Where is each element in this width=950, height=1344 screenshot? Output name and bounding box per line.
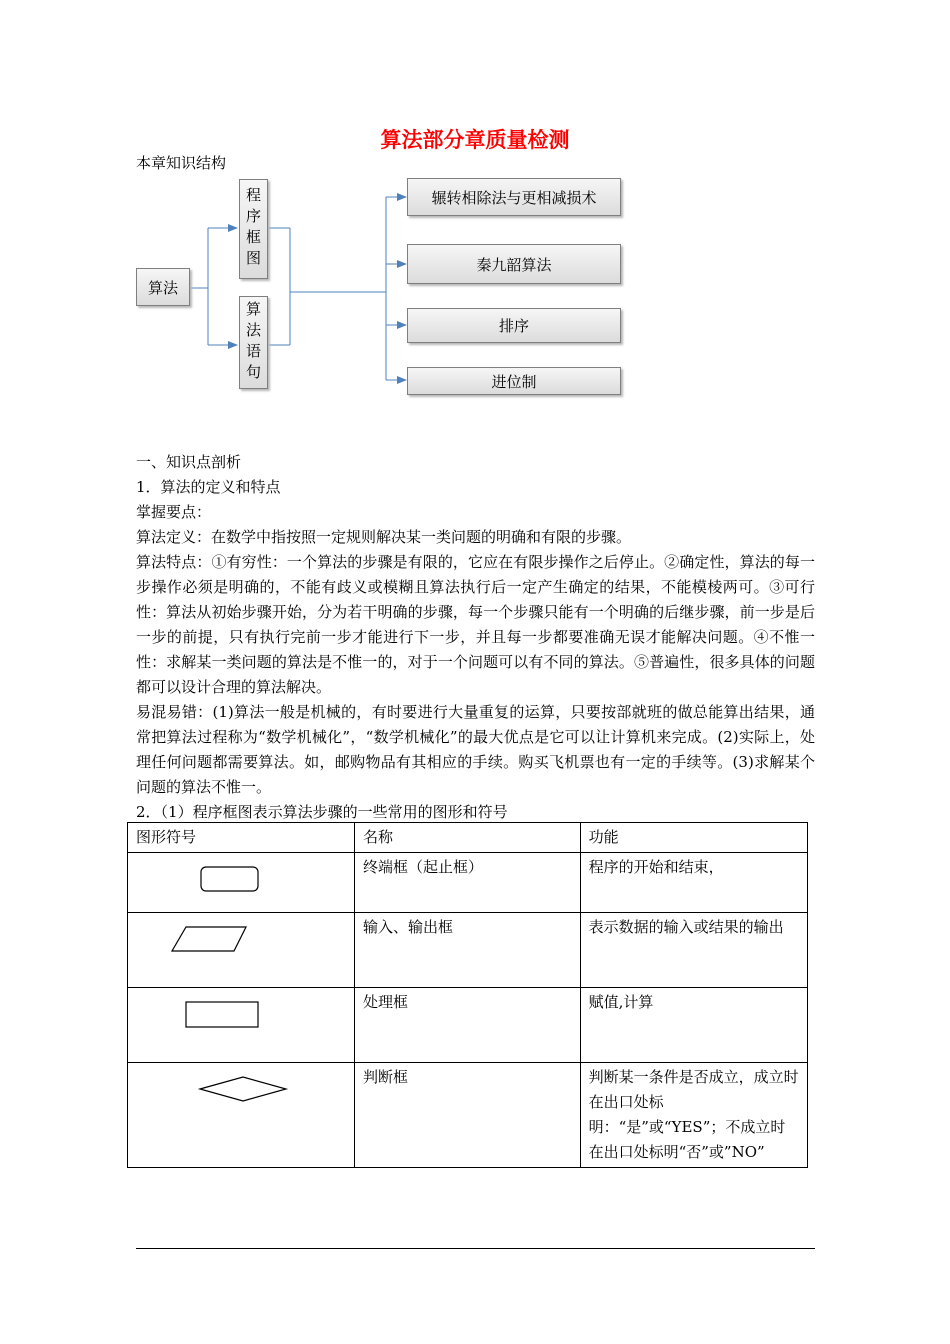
diagram-node-target-2 xyxy=(407,244,621,284)
key-points-label: 掌握要点： xyxy=(136,503,212,521)
knowledge-structure-diagram xyxy=(0,0,950,420)
diagram-node-label: 秦九韶算法 xyxy=(476,255,552,274)
symbol-cell xyxy=(128,988,355,1063)
page-title: 算法部分章质量检测 xyxy=(380,127,570,152)
diagram-node-label: 程序框图 xyxy=(244,187,262,271)
section-label: 本章知识结构 xyxy=(136,154,227,172)
symbol-name: 终端框（起止框） xyxy=(355,853,581,913)
diagram-node-target-4 xyxy=(407,367,621,395)
section-heading: 一、知识点剖析 xyxy=(136,453,242,471)
table-header-row xyxy=(128,823,808,853)
symbol-function: 表示数据的输入或结果的输出 xyxy=(580,913,807,988)
table-header: 图形符号 xyxy=(128,823,355,853)
diagram-node-target-1 xyxy=(407,178,621,216)
symbol-function: 赋值,计算 xyxy=(580,988,807,1063)
diagram-node-target-3 xyxy=(407,308,621,343)
symbol-name: 判断框 xyxy=(355,1063,581,1168)
item-heading: 2．（1）程序框图表示算法步骤的一些常用的图形和符号 xyxy=(136,803,508,821)
flowchart-symbols-table xyxy=(127,822,808,1168)
diagram-node-root xyxy=(136,268,190,306)
table-row xyxy=(128,913,808,988)
table-row xyxy=(128,988,808,1063)
item-heading: 1．算法的定义和特点 xyxy=(136,478,281,496)
terminal-shape-icon xyxy=(136,855,346,910)
parallelogram-shape-icon xyxy=(136,915,346,985)
knowledge-analysis-section xyxy=(136,450,815,825)
diagram-node-label: 排序 xyxy=(498,317,529,335)
diagram-node-label: 算法语句 xyxy=(244,300,262,385)
symbol-cell xyxy=(128,913,355,988)
table-row xyxy=(128,1063,808,1168)
mistakes-paragraph: 易混易错：(1)算法一般是机械的，有时要进行大量重复的运算，只要按部就班的做总能算出结果，通常把算法过程称为“数学机械化”，“数学机械化”的最大优点是它可以让计算机来完成。(2)实际上，处理任何问题都需要算法。如，邮购物品有其相应的手续。购买飞机票也有一定的手续等。(3)求解某个问题的算法不惟一。 xyxy=(136,703,815,796)
table-header: 名称 xyxy=(355,823,581,853)
features-paragraph: 算法特点：①有穷性：一个算法的步骤是有限的，它应在有限步操作之后停止。②确定性，算法的每一步操作必须是明确的，不能有歧义或模糊且算法执行后一定产生确定的结果，不能模棱两可。③可行性：算法从初始步骤开始，分为若干明确的步骤，每一个步骤只能有一个明确的后继步骤，前一步是后一步的前提，只有执行完前一步才能进行下一步，并且每一步都要准确无误才能解决问题。④不惟一性：求解某一类问题的算法是不惟一的，对于一个问题可以有不同的算法。⑤普遍性，很多具体的问题都可以设计合理的算法解决。 xyxy=(136,553,815,696)
symbol-cell xyxy=(128,853,355,913)
diagram-node-label: 算法 xyxy=(147,278,178,297)
symbol-name: 输入、输出框 xyxy=(355,913,581,988)
table-header: 功能 xyxy=(580,823,807,853)
diagram-node-flowchart xyxy=(239,179,268,279)
symbol-name: 处理框 xyxy=(355,988,581,1063)
rectangle-shape-icon xyxy=(136,990,346,1060)
diagram-node-label: 进位制 xyxy=(491,372,537,391)
table-row xyxy=(128,853,808,913)
diagram-node-label: 辗转相除法与更相减损术 xyxy=(431,188,597,207)
diagram-node-statements xyxy=(239,296,268,389)
footer-divider xyxy=(136,1248,815,1249)
symbol-function: 程序的开始和结束， xyxy=(580,853,807,913)
symbol-function: 判断某一条件是否成立，成立时在出口处标明：“是”或“YES”；不成立时在出口处标明“否”或”NO” xyxy=(580,1063,807,1168)
symbol-cell xyxy=(128,1063,355,1168)
diamond-shape-icon xyxy=(136,1065,346,1160)
definition-paragraph: 算法定义：在数学中指按照一定规则解决某一类问题的明确和有限的步骤。 xyxy=(136,528,632,546)
